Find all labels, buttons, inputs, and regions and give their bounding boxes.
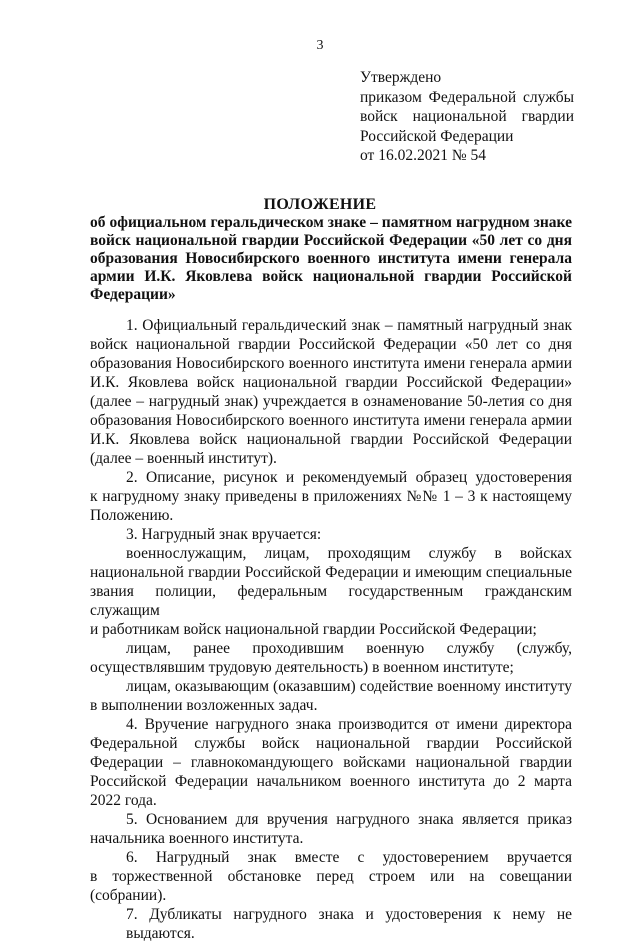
approval-line: Утверждено (360, 69, 442, 86)
paragraph-line: 5. Основанием для вручения нагрудного знака является приказ (126, 811, 572, 828)
subtitle-line: образования Новосибирского военного института имени генерала (90, 250, 572, 267)
paragraph-line: Федерации – главнокомандующего войсками национальной гвардии (90, 754, 572, 771)
subtitle-line: Федерации» (90, 286, 176, 303)
document-body (90, 316, 572, 943)
approval-line: войск национальной гвардии (360, 108, 574, 125)
subtitle-line: армии И.К. Яковлева войск национальной гвардии Российской (90, 268, 572, 285)
paragraph-line: в выполнении возложенных задач. (90, 697, 318, 714)
approval-line: от 16.02.2021 № 54 (360, 147, 486, 164)
paragraph-line: национальной гвардии Российской Федерации и имеющим специальные (90, 564, 572, 581)
subtitle-line: об официальном геральдическом знаке – памятном нагрудном знаке (90, 214, 572, 231)
approval-block (360, 68, 574, 166)
paragraph-line: (далее – военный институт). (90, 450, 277, 467)
paragraph (90, 677, 572, 715)
paragraph (90, 525, 572, 544)
paragraph-line: 6. Нагрудный знак вместе с удостоверением вручается (126, 849, 572, 866)
paragraph (90, 639, 572, 677)
paragraph (90, 848, 572, 905)
paragraph-line: к нагрудному знаку приведены в приложениях №№ 1 – 3 к настоящему (90, 488, 572, 505)
paragraph-line: образования Новосибирского военного института имени генерала армии (90, 355, 572, 372)
paragraph-line: 2022 года. (90, 792, 157, 809)
document-subtitle (90, 214, 572, 304)
paragraph-line: Федеральной службы войск национальной гвардии Российской (90, 735, 572, 752)
paragraph (90, 544, 572, 639)
paragraph-line: И.К. Яковлева войск национальной гвардии Российской Федерации» (90, 374, 572, 391)
paragraph-line: Положению. (90, 507, 174, 524)
paragraph-line: 3. Нагрудный знак вручается: (126, 526, 322, 543)
paragraph-line: Российской Федерации начальником военного института до 2 марта (90, 773, 572, 790)
paragraph-line: звания полиции, федеральным государственным гражданским служащим (90, 583, 572, 619)
paragraph (90, 810, 572, 848)
paragraph-line: 2. Описание, рисунок и рекомендуемый образец удостоверения (126, 469, 572, 486)
paragraph-line: 1. Официальный геральдический знак – памятный нагрудный знак (126, 317, 572, 334)
paragraph-line: (далее – нагрудный знак) учреждается в ознаменование 50-летия со дня (90, 393, 572, 410)
paragraph (90, 468, 572, 525)
paragraph-line: в торжественной обстановке перед строем или на совещании (собрании). (90, 868, 572, 904)
paragraph-line: осуществлявшим трудовую деятельность) в военном институте; (90, 659, 514, 676)
approval-line: Российской Федерации (360, 127, 514, 145)
paragraph-line: 7. Дубликаты нагрудного знака и удостоверения к нему не выдаются. (126, 906, 572, 942)
paragraph-line: войск национальной гвардии Российской Федерации «50 лет со дня (90, 336, 572, 353)
paragraph (90, 905, 572, 943)
approval-line: приказом Федеральной службы (360, 88, 574, 106)
paragraph-line: образования Новосибирского военного института имени генерала армии (90, 412, 572, 429)
paragraph (90, 715, 572, 810)
paragraph-line: И.К. Яковлева войск национальной гвардии Российской Федерации (90, 431, 572, 448)
paragraph-line: лицам, оказывающим (оказавшим) содействие военному институту (126, 678, 572, 695)
paragraph (90, 316, 572, 468)
page-number: 3 (316, 38, 324, 53)
paragraph-line: лицам, ранее проходившим военную службу (службу, (126, 640, 572, 657)
subtitle-line: войск национальной гвардии Российской Федерации «50 лет со дня (90, 232, 572, 249)
paragraph-line: и работникам войск национальной гвардии Российской Федерации; (90, 621, 537, 638)
paragraph-line: начальника военного института. (90, 830, 304, 847)
paragraph-line: военнослужащим, лицам, проходящим службу в войсках (126, 545, 572, 562)
paragraph-line: 4. Вручение нагрудного знака производится от имени директора (126, 716, 572, 733)
document-heading: ПОЛОЖЕНИЕ (263, 196, 377, 213)
